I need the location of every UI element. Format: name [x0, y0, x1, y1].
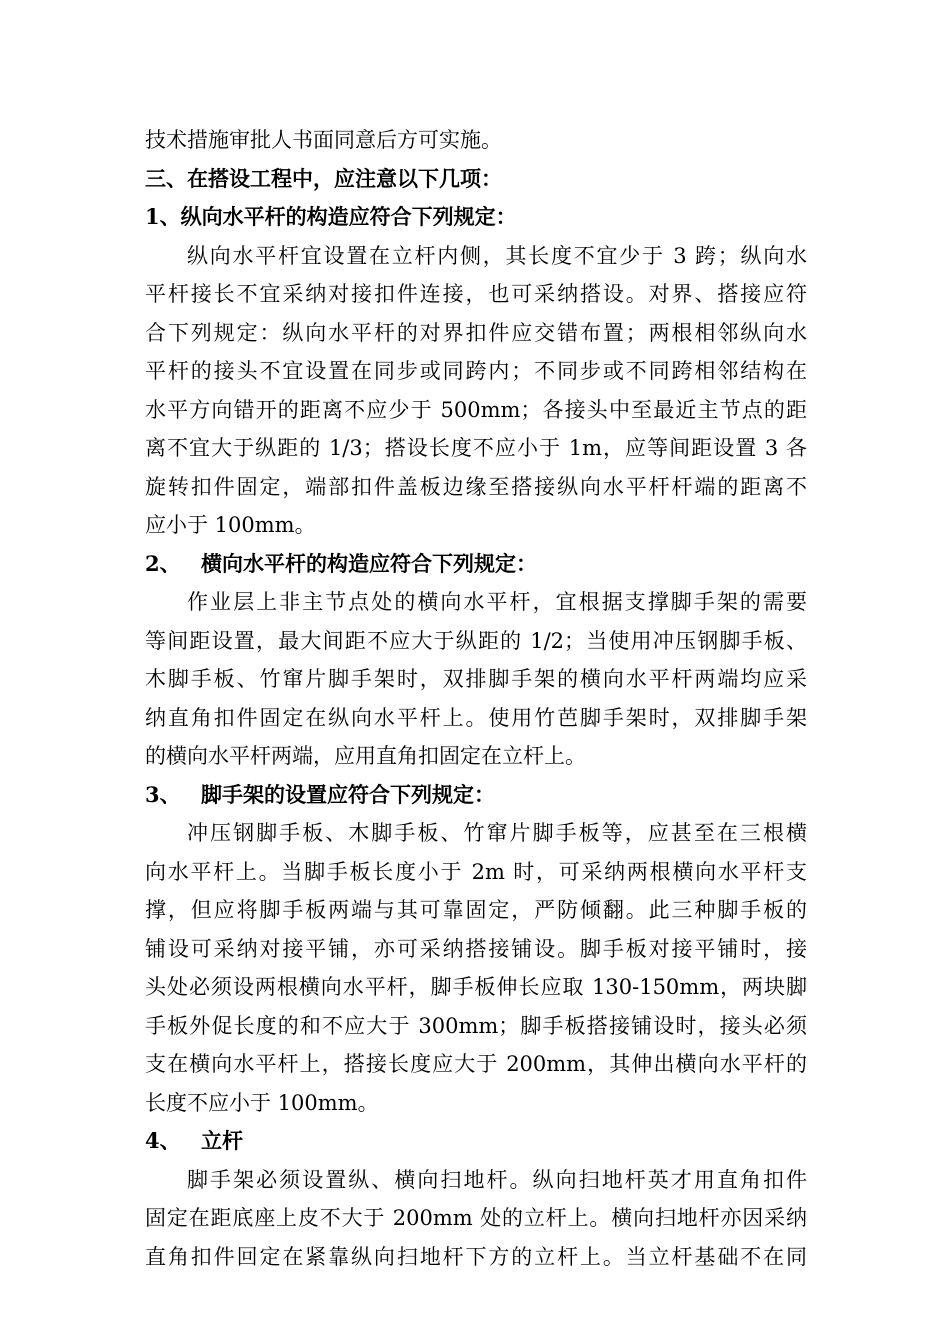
item-2-line: 的横向水平杆两端，应用直角扣固定在立杆上。	[145, 744, 586, 768]
item-4-heading	[145, 1122, 807, 1161]
section-three-heading: 三、在搭设工程中，应注意以下几项：	[145, 165, 502, 191]
item-2-line: 等间距设置，最大间距不应大于纵距的 1/2；当使用冲压钢脚手板、	[145, 628, 807, 653]
item-1-line: 旋转扣件固定，端部扣件盖板边缘至搭接纵向水平杆杆端的距离不	[145, 474, 807, 499]
item-2-line: 作业层上非主节点处的横向水平杆，宜根据支撑脚手架的需要	[187, 590, 807, 614]
item-1-line: 纵向水平杆宜设置在立杆内侧，其长度不宜少于 3 跨；纵向水	[187, 243, 807, 268]
item-3-line: 撑，但应将脚手板两端与其可靠固定，严防倾翻。此三种脚手板的	[145, 898, 807, 922]
item-4-title: 立杆	[201, 1128, 243, 1153]
item-1-line: 平杆的接头不宜设置在同步或同跨内；不同步或不同跨相邻结构在	[145, 359, 807, 383]
item-1-heading	[145, 198, 807, 237]
item-3-line: 支在横向水平杆上，搭接长度应大于 200mm，其伸出横向水平杆的	[145, 1052, 807, 1076]
item-3-number: 3、	[145, 781, 181, 807]
document-body	[145, 121, 807, 1276]
item-2-line: 木脚手板、竹窜片脚手架时，双排脚手架的横向水平杆两端均应采	[145, 667, 807, 691]
item-1-line: 合下列规定：纵向水平杆的对界扣件应交错布置；两根相邻纵向水	[145, 320, 807, 345]
item-2-title: 横向水平杆的构造应符合下列规定：	[201, 550, 537, 576]
item-3-line: 冲压钢脚手板、木脚手板、竹窜片脚手板等，应甚至在三根横	[187, 821, 807, 845]
item-2-heading	[145, 545, 807, 584]
intro-line: 技术措施审批人书面同意后方可实施。	[145, 128, 502, 152]
item-3-line: 头处必须设两根横向水平杆，脚手板伸长应取 130-150mm，两块脚	[145, 975, 807, 999]
item-3-heading	[145, 776, 807, 815]
item-1-title: 纵向水平杆的构造应符合下列规定：	[180, 204, 517, 229]
item-4-line: 固定在距底座上皮不大于 200mm 处的立杆上。横向扫地杆亦因采纳	[145, 1206, 807, 1230]
item-1-line: 平杆接长不宜采纳对接扣件连接，也可采纳搭设。对界、搭接应符	[145, 282, 807, 306]
item-4-line: 脚手架必须设置纵、横向扫地杆。纵向扫地杆英才用直角扣件	[187, 1167, 807, 1192]
item-3-title: 脚手架的设置应符合下列规定：	[201, 781, 495, 807]
item-3-line: 长度不应小于 100mm。	[145, 1090, 379, 1115]
item-1-number: 1、	[145, 204, 181, 229]
item-2-line: 纳直角扣件固定在纵向水平杆上。使用竹芭脚手架时，双排脚手架	[145, 705, 807, 730]
item-3-line: 向水平杆上。当脚手板长度小于 2m 时，可采纳两根横向水平杆支	[145, 859, 807, 884]
item-1-line: 水平方向错开的距离不应少于 500mm；各接头中至最近主节点的距	[145, 397, 807, 422]
item-1-line: 离不宜大于纵距的 1/3；搭设长度不应小于 1m，应等间距设置 3 各	[145, 436, 807, 460]
item-2-number: 2、	[145, 550, 181, 576]
item-3-line: 铺设可采纳对接平铺，亦可采纳搭接铺设。脚手板对接平铺时，接	[145, 936, 807, 961]
item-1-line: 应小于 100mm。	[145, 513, 316, 537]
item-3-line: 手板外促长度的和不应大于 300mm；脚手板搭接铺设时，接头必须	[145, 1013, 807, 1038]
item-4-line: 直角扣件回定在紧靠纵向扫地杆下方的立杆上。当立杆基础不在同	[145, 1244, 807, 1269]
item-4-number: 4、	[145, 1128, 181, 1153]
